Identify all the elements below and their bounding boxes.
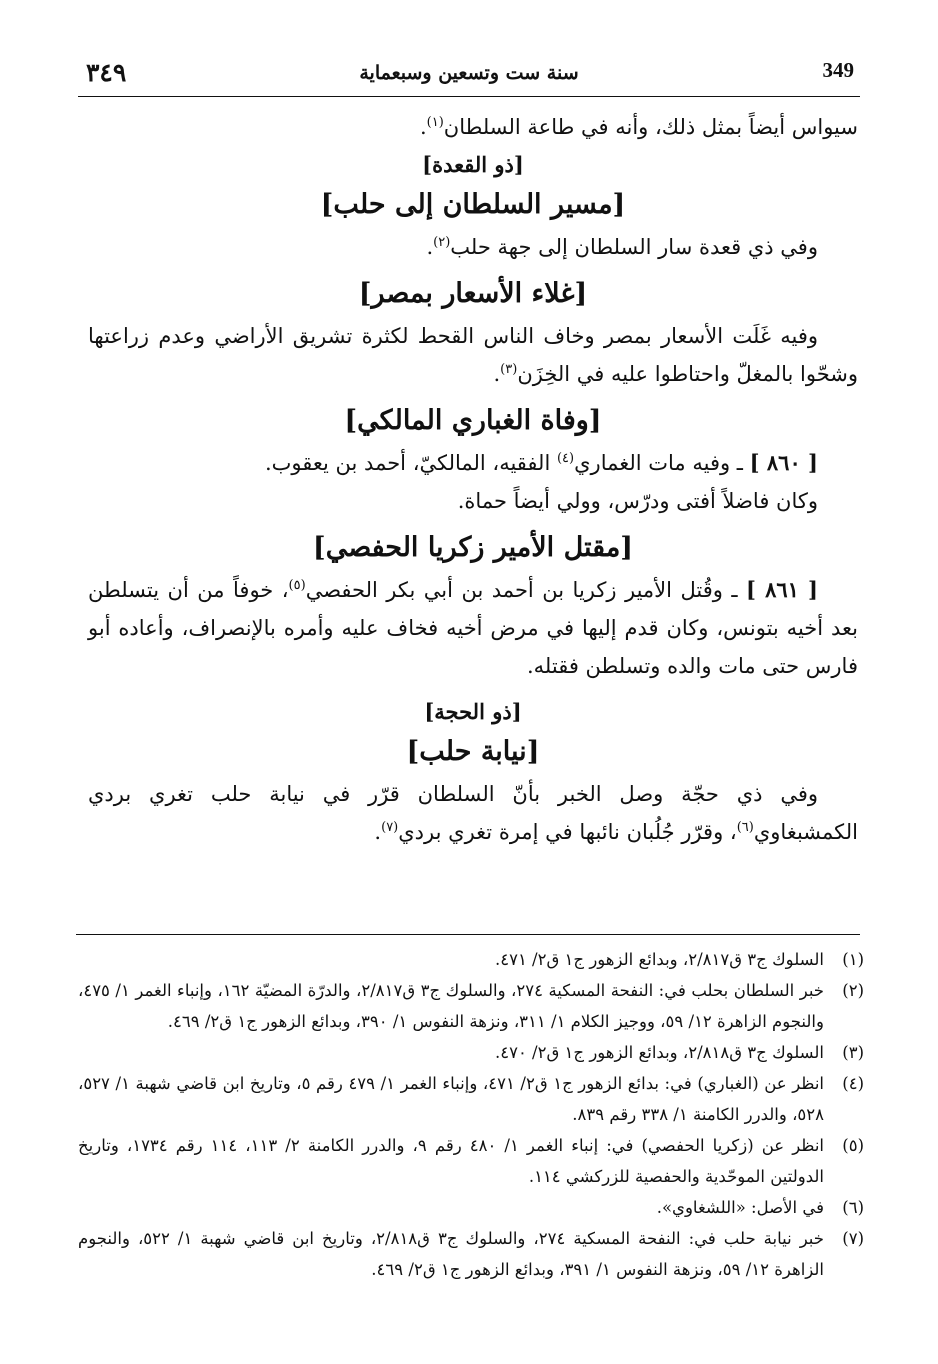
paragraph-entry: [ ٨٦١ ] ـ وقُتل الأمير زكريا بن أحمد بن أبي بكر الحفصي$^{(٥)}$، خوفاً من أن يتسلطن بعد أخيه بتونس، وكان قدم إليها في مرض أخيه فخاف عليه وأمره بالإنصراف، وأعاده أبو فارس حتى مات والده وتسلطن فقتله. (88, 577, 858, 678)
footnote-text: السلوك ج٣ ق٢/٨١٨، وبدائع الزهور ج١ ق٢/ ٤٧٠. (494, 1043, 824, 1062)
footnote-ref[interactable]: (٢) (433, 235, 451, 250)
footnote-item (78, 944, 864, 975)
main-text (88, 108, 858, 851)
footnote-item (78, 1130, 864, 1192)
paragraph: وفيه غَلَت الأسعار بمصر وخاف الناس القحط لكثرة تشريق الأراضي وعدم زراعتها وشحّوا بالمغلّ واحتاطوا عليه في الخِزَن$^{(٣)}$. (88, 324, 858, 386)
section-heading-month: [ذو القعدة] (422, 152, 524, 177)
section-heading: [مقتل الأمير زكريا الحفصي] (312, 532, 634, 563)
footnote-divider (76, 934, 860, 935)
footnote-number: (٦) (842, 1198, 864, 1217)
footnote-text: خبر نيابة حلب في: النفحة المسكية ٢٧٤، والسلوك ج٣ ق٢/٨١٨، وتاريخ ابن قاضي شهبة ١/ ٥٢٢، والنجوم الزاهرة ١٢/ ٥٩، ونزهة النفوس ١/ ٣٩١، وبدائع الزهور ج١ ق٢/ ٤٦٩. (78, 1229, 824, 1279)
footnote-item (78, 1037, 864, 1068)
section-heading-month: [ذو الحجة] (424, 699, 522, 724)
footnote-text: خبر السلطان بحلب في: النفحة المسكية ٢٧٤، والسلوك ج٣ ق٢/٨١٧، والدرّة المضيّة ١٦٢، وإنباء الغمر ١/ ٤٧٥، والنجوم الزاهرة ١٢/ ٥٩، ووجيز الكلام ١/ ٣١١، ونزهة النفوس ١/ ٣٩٠، وبدائع الزهور ج١ ق٢/ ٤٦٩. (78, 981, 825, 1031)
footnote-text: انظر عن (الغباري) في: بدائع الزهور ج١ ق٢/ ٤٧١، وإنباء الغمر ١/ ٤٧٩ رقم ٥، وتاريخ ابن قاضي شهبة ١/ ٥٢٧، ٥٢٨، والدرر الكامنة ١/ ٣٣٨ رقم ٨٣٩. (78, 1074, 825, 1124)
footnote-item (78, 1192, 864, 1223)
paragraph-entry: [ ٨٦٠ ] ـ وفيه مات الغماري$^{(٤)}$ الفقيه، المالكيّ، أحمد بن يعقوب. (264, 450, 818, 475)
footnote-number: (٢) (842, 981, 864, 1000)
section-heading: [مسير السلطان إلى حلب] (320, 189, 626, 220)
footnote-ref[interactable]: (٦) (736, 820, 754, 835)
footnote-number: (٣) (842, 1043, 864, 1062)
section-heading: [غلاء الأسعار بمصر] (358, 278, 588, 309)
footnote-text: انظر عن (زكريا الحفصي) في: إنباء الغمر ١/ ٤٨٠ رقم ٩، والدرر الكامنة ٢/ ١١٣، ١١٤ رقم ١٧٣٤، وتاريخ الدولتين الموحّدية والحفصية للزركشي ١١٤. (78, 1136, 825, 1186)
footnotes (78, 944, 864, 1285)
footnote-item (78, 1223, 864, 1285)
footnote-number: (٧) (842, 1229, 864, 1248)
running-title: سنة ست وتسعين وسبعماية (359, 62, 579, 84)
footnote-ref[interactable]: (٤) (556, 451, 575, 466)
footnote-ref[interactable]: (٧) (381, 820, 399, 835)
footnote-ref[interactable]: (١) (426, 115, 444, 130)
footnote-number: (١) (842, 950, 864, 969)
footnote-ref[interactable]: (٥) (288, 578, 306, 593)
entry-number: [ ٨٦١ ] (746, 577, 818, 602)
section-heading: [نيابة حلب] (406, 736, 540, 767)
running-header (78, 56, 860, 97)
paragraph: وفي ذي قعدة سار السلطان إلى جهة حلب$^{(٢)}$. (426, 235, 818, 259)
footnote-item (78, 975, 864, 1037)
page-number-arabic: ٣٤٩ (86, 58, 127, 87)
footnote-item (78, 1068, 864, 1130)
footnote-text: السلوك ج٣ ق٢/٨١٧، وبدائع الزهور ج١ ق٢/ ٤٧١. (494, 950, 824, 969)
paragraph: وفي ذي حجّة وصل الخبر بأنّ السلطان قرّر في نيابة حلب تغري بردي الكمشبغاوي$^{(٦)}$، وقرّر جُلُبان نائبها في إمرة تغري بردي$^{(٧)}$. (88, 782, 858, 844)
footnote-number: (٥) (842, 1136, 864, 1155)
section-heading: [وفاة الغباري المالكي] (344, 405, 602, 436)
footnote-number: (٤) (842, 1074, 864, 1093)
footnote-text: في الأصل: «اللشغاوي». (656, 1198, 824, 1217)
paragraph-continuation: سيواس أيضاً بمثل ذلك، وأنه في طاعة السلطان$^{(١)}$. (419, 115, 858, 139)
page-number-latin: 349 (822, 58, 854, 82)
footnote-ref[interactable]: (٣) (500, 362, 518, 377)
paragraph: وكان فاضلاً أفتى ودرّس، وولي أيضاً حماة. (457, 489, 818, 513)
entry-number: [ ٨٦٠ ] (749, 450, 818, 475)
